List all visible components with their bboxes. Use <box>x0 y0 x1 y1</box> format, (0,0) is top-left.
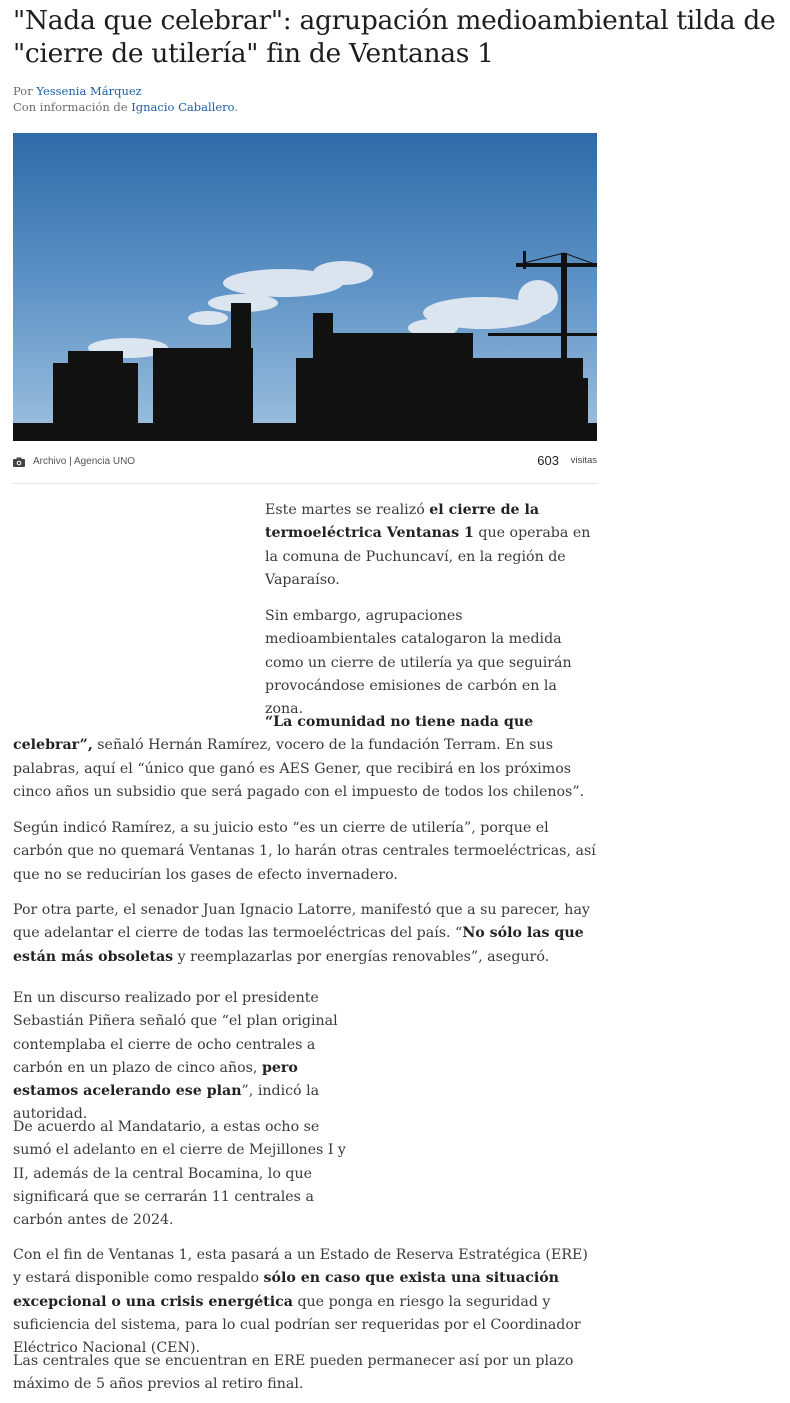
byline-info-prefix: Con información de <box>13 100 128 114</box>
paragraph-4: Según indicó Ramírez, a su juicio esto “es un cierre de utilería”, porque el carbón que no quemará Ventanas 1, lo harán otras centrales termoeléctricas, así que no se reducirían los gases de efecto invernadero. <box>13 820 596 883</box>
paragraph-7: De acuerdo al Mandatario, a estas ocho se sumó el adelanto en el cierre de Mejillones I y II, además de la central Bocamina, lo que significará que se cerrarán 11 centrales a carbón antes de 2024. <box>13 1119 346 1229</box>
paragraph-8: Con el fin de Ventanas 1, esta pasará a un Estado de Reserva Estratégica (ERE) y estará disponible como respaldo sólo en caso que exista una situación excepcional o una crisis energética que ponga en riesgo la seguridad y suficiencia del sistema, para lo cual podrían ser requeridas por el Coordinador Eléctrico Nacional (CEN). <box>13 1247 588 1357</box>
visits-label: visitas <box>570 455 597 466</box>
paragraph-1: Este martes se realizó el cierre de la termoeléctrica Ventanas 1 que operaba en la comuna de Puchuncaví, en la región de Vaparaíso. <box>265 502 591 588</box>
paragraph-5: Por otra parte, el senador Juan Ignacio Latorre, manifestó que a su parecer, hay que adelantar el cierre de todas las termoeléctricas del país. “No sólo las que están más obsoletas y reemplazarlas por energías renovables”, aseguró. <box>13 902 590 965</box>
paragraph-6: En un discurso realizado por el presidente Sebastián Piñera señaló que “el plan original contemplaba el cierre de ocho centrales a carbón en un plazo de cinco años, pero estamos acelerando ese plan”, indicó la autoridad. <box>13 990 338 1123</box>
byline-info-suffix: . <box>234 100 239 114</box>
photo-caption-row <box>13 453 597 475</box>
divider <box>13 483 597 484</box>
paragraph-3: “La comunidad no tiene nada que celebrar”, señaló Hernán Ramírez, vocero de la fundación Terram. En sus palabras, aquí el “único que ganó es AES Gener, que recibirá en los próximos cinco años un subsidio que será pagado con el impuesto de todos los chilenos”. <box>13 714 585 800</box>
paragraph-2: Sin embargo, agrupaciones medioambientales catalogaron la medida como un cierre de utilería ya que seguirán provocándose emisiones de carbón en la zona. <box>265 608 572 718</box>
byline-info-line <box>13 99 238 115</box>
paragraph-9: Las centrales que se encuentran en ERE pueden permanecer así por un plazo máximo de 5 años previos al retiro final. <box>13 1353 574 1393</box>
article-title: "Nada que celebrar": agrupación medioambiental tilda de "cierre de utilería" fin de Ventanas 1 <box>13 5 776 69</box>
article-photo <box>13 133 597 441</box>
byline-prefix: Por <box>13 84 33 98</box>
photo-caption: Archivo | Agencia UNO <box>33 456 136 467</box>
camera-icon <box>13 457 25 467</box>
contributor-link[interactable]: Ignacio Caballero <box>131 100 235 114</box>
visits-count: 603 <box>537 453 559 468</box>
byline-author-line <box>13 83 142 99</box>
author-link[interactable]: Yessenia Márquez <box>36 84 142 98</box>
